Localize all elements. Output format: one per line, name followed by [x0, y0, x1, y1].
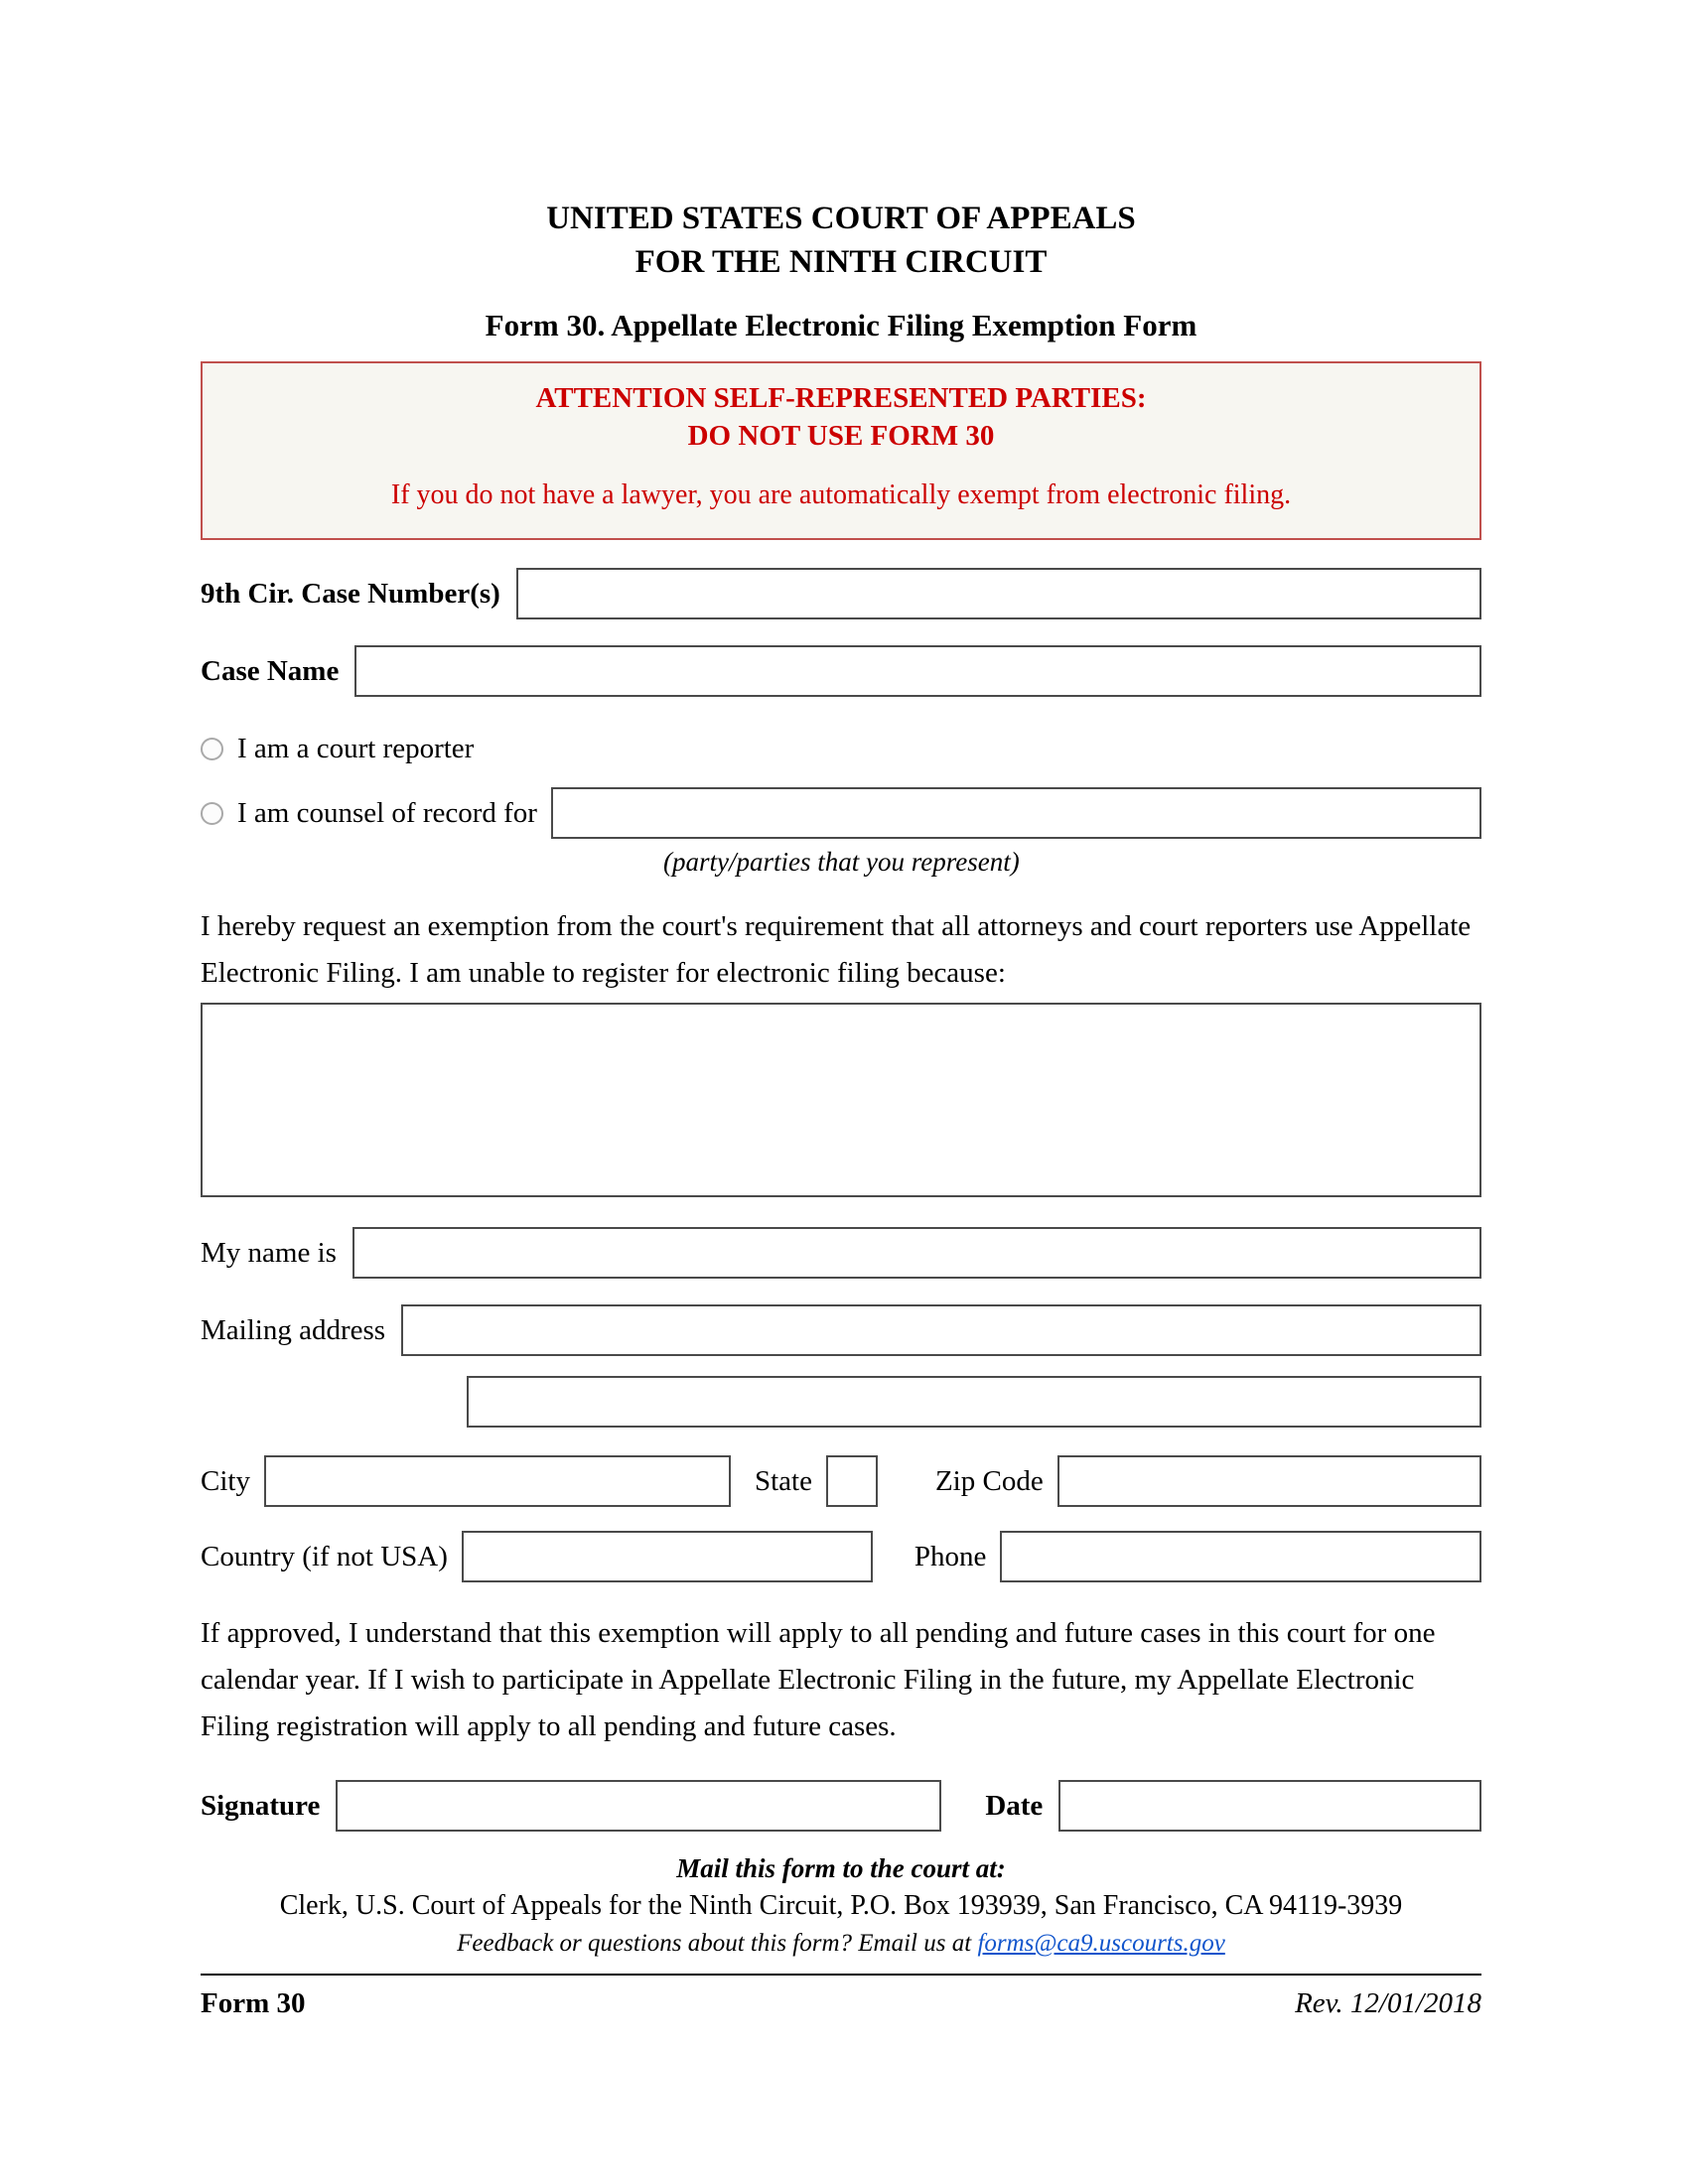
mailing-address-input-line2[interactable]: [467, 1376, 1481, 1428]
country-phone-row: [201, 1531, 1481, 1582]
counsel-label: I am counsel of record for: [237, 796, 537, 829]
counsel-party-input[interactable]: [551, 787, 1481, 839]
zip-code-input[interactable]: [1057, 1455, 1481, 1507]
attention-note: If you do not have a lawyer, you are automatically exempt from electronic filing.: [390, 479, 1292, 510]
signature-label: Signature: [201, 1789, 321, 1822]
attention-box: [201, 361, 1481, 540]
mail-instruction: Mail this form to the court at:: [676, 1853, 1006, 1883]
footer-divider: [201, 1974, 1481, 1976]
party-hint: (party/parties that you represent): [663, 847, 1020, 877]
request-statement: I hereby request an exemption from the court's requirement that all attorneys and court reporters use Appellate Electronic Filing. I am unable to register for electronic filing because:: [201, 910, 1472, 989]
exemption-reason-textarea[interactable]: [201, 1003, 1481, 1197]
footer-revision-date: Rev. 12/01/2018: [1295, 1987, 1481, 2019]
signature-input[interactable]: [336, 1780, 941, 1832]
footer-form-number: Form 30: [201, 1987, 306, 2019]
court-reporter-option-row: [201, 733, 1481, 765]
case-name-input[interactable]: [354, 645, 1481, 697]
state-input[interactable]: [826, 1455, 878, 1507]
court-mailing-address: Clerk, U.S. Court of Appeals for the Ninth Circuit, P.O. Box 193939, San Francisco, CA 94119-3939: [279, 1890, 1403, 1921]
country-input[interactable]: [462, 1531, 873, 1582]
zip-code-label: Zip Code: [934, 1464, 1044, 1497]
name-row: [201, 1227, 1481, 1279]
case-number-input[interactable]: [516, 568, 1481, 619]
signature-date-row: [201, 1780, 1481, 1832]
name-input[interactable]: [352, 1227, 1481, 1279]
mailing-address-input-line1[interactable]: [401, 1304, 1481, 1356]
phone-input[interactable]: [1000, 1531, 1481, 1582]
court-title-line2: FOR THE NINTH CIRCUIT: [634, 244, 1048, 280]
city-state-zip-row: [201, 1455, 1481, 1507]
case-number-label: 9th Cir. Case Number(s): [201, 577, 500, 610]
attention-heading-line1: ATTENTION SELF-REPRESENTED PARTIES:: [535, 382, 1147, 414]
mailing-address-row: [201, 1304, 1481, 1356]
counsel-radio[interactable]: [201, 802, 223, 825]
counsel-option-row: [201, 787, 1481, 839]
mailing-address-row-2: [201, 1376, 1481, 1428]
form-title: Form 30. Appellate Electronic Filing Exemption Form: [485, 308, 1197, 342]
state-label: State: [754, 1464, 812, 1497]
mailing-address-label: Mailing address: [201, 1313, 386, 1346]
phone-label: Phone: [914, 1540, 987, 1572]
date-input[interactable]: [1058, 1780, 1481, 1832]
date-label: Date: [985, 1789, 1044, 1822]
page-footer: [201, 1987, 1481, 2020]
attention-heading-line2: DO NOT USE FORM 30: [687, 420, 995, 452]
feedback-text: Feedback or questions about this form? Email us at: [457, 1930, 978, 1957]
feedback-email-link[interactable]: forms@ca9.uscourts.gov: [977, 1930, 1225, 1957]
name-label: My name is: [201, 1236, 337, 1269]
case-name-label: Case Name: [201, 654, 340, 687]
city-label: City: [201, 1464, 250, 1497]
country-label: Country (if not USA): [201, 1540, 448, 1572]
case-number-row: [201, 568, 1481, 619]
court-reporter-radio[interactable]: [201, 738, 223, 760]
case-name-row: [201, 645, 1481, 697]
city-input[interactable]: [264, 1455, 731, 1507]
court-reporter-label: I am a court reporter: [237, 733, 475, 764]
approval-statement: If approved, I understand that this exemption will apply to all pending and future cases in this court for one calendar year. If I wish to participate in Appellate Electronic Filing in the future, my Appellate Electronic Filing registration will apply to all pending and future cases.: [201, 1617, 1436, 1742]
feedback-line: [201, 1930, 1481, 1958]
court-title-line1: UNITED STATES COURT OF APPEALS: [546, 201, 1136, 236]
